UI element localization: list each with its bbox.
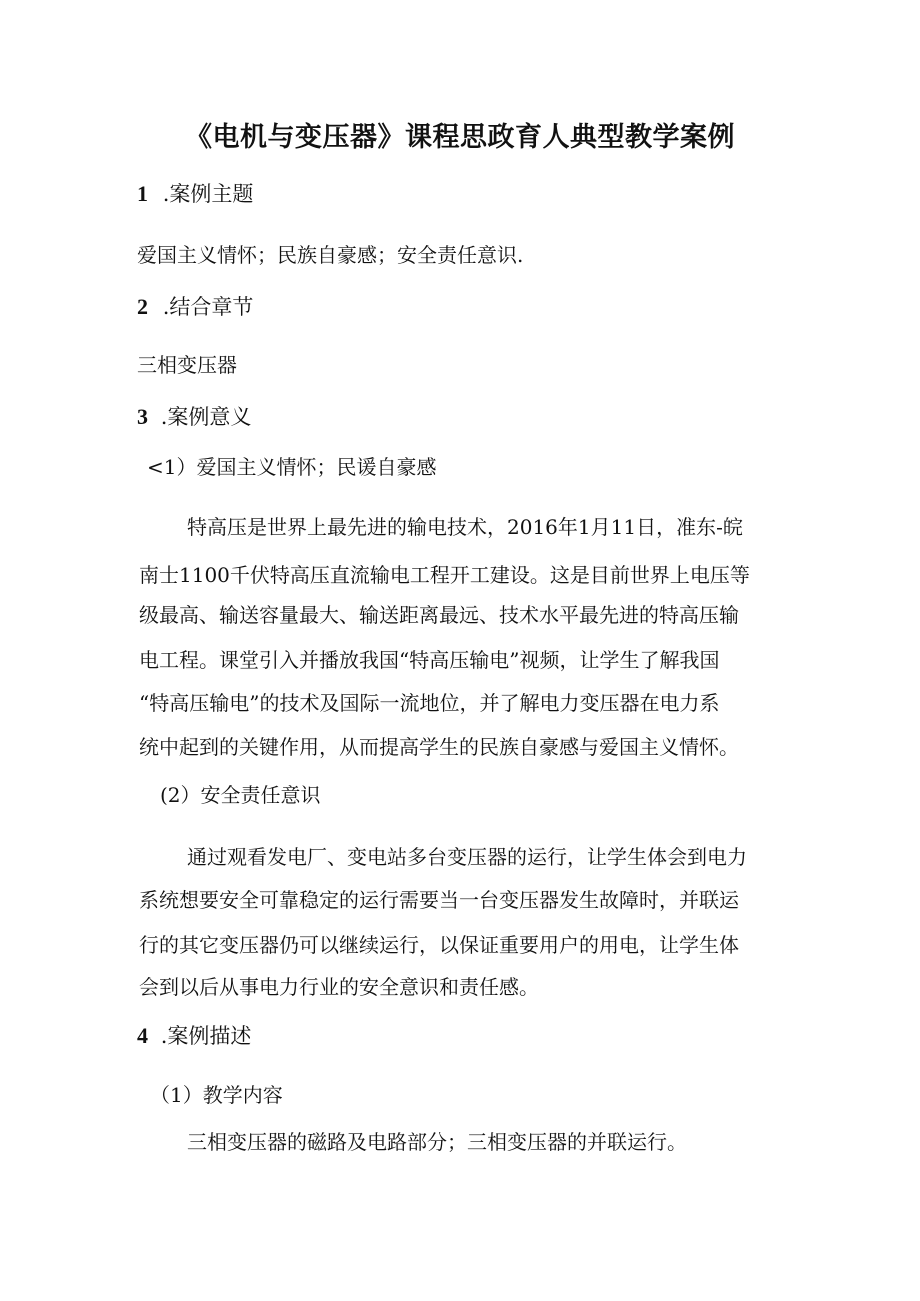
- section-3-paragraph-1-line: 统中起到的关键作用，从而提高学生的民族自豪感与爱国主义情怀。: [139, 735, 739, 759]
- section-4-paragraph-1: 三相变压器的磁路及电路部分；三相变压器的并联运行。: [187, 1130, 687, 1154]
- section-4-number: 4: [137, 1023, 148, 1048]
- section-2-number: 2: [137, 294, 148, 319]
- section-3-paragraph-1-line: 南士1100千伏特高压直流输电工程开工建设。这是目前世界上电压等: [139, 563, 750, 587]
- section-3-paragraph-2-line: 通过观看发电厂、变电站多台变压器的运行，让学生体会到电力: [187, 845, 747, 869]
- section-3-subheading-2: (2）安全责任意识: [160, 783, 321, 807]
- section-3-paragraph-1-line: 特高压是世界上最先进的输电技术，2016年1月11日，准东-皖: [187, 515, 743, 539]
- section-1-body: 爱国主义情怀；民族自豪感；安全责任意识.: [137, 243, 524, 267]
- section-3-paragraph-2-line: 系统想要安全可靠稳定的运行需要当一台变压器发生故障时，并联运: [139, 888, 739, 912]
- section-2-title: .结合章节: [162, 295, 254, 319]
- section-3-paragraph-1-line: “特高压输电”的技术及国际一流地位，并了解电力变压器在电力系: [139, 691, 720, 715]
- section-1-heading: [137, 183, 253, 205]
- section-3-heading: [137, 406, 251, 428]
- section-3-paragraph-2-line: 会到以后从事电力行业的安全意识和责任感。: [139, 975, 539, 999]
- section-3-paragraph-1-line: 级最高、输送容量最大、输送距离最远、技术水平最先进的特高压输: [139, 603, 739, 627]
- section-4-title: .案例描述: [160, 1024, 252, 1048]
- section-3-subheading-1: <1）爱国主义情怀；民谖自豪感: [147, 455, 437, 479]
- section-1-title: .案例主题: [162, 182, 254, 206]
- section-4-subheading-1: （1）教学内容: [150, 1083, 283, 1107]
- section-3-number: 3: [137, 404, 148, 429]
- document-title: 《电机与变压器》课程思政育人典型教学案例: [185, 122, 735, 153]
- section-4-heading: [137, 1025, 251, 1047]
- section-2-body: 三相变压器: [137, 353, 237, 377]
- section-3-title: .案例意义: [160, 405, 252, 429]
- section-1-number: 1: [137, 181, 148, 206]
- section-2-heading: [137, 296, 253, 318]
- section-3-paragraph-1-line: 电工程。课堂引入并播放我国“特高压输电”视频，让学生了解我国: [139, 648, 720, 672]
- section-3-paragraph-2-line: 行的其它变压器仍可以继续运行，以保证重要用户的用电，让学生体: [139, 933, 739, 957]
